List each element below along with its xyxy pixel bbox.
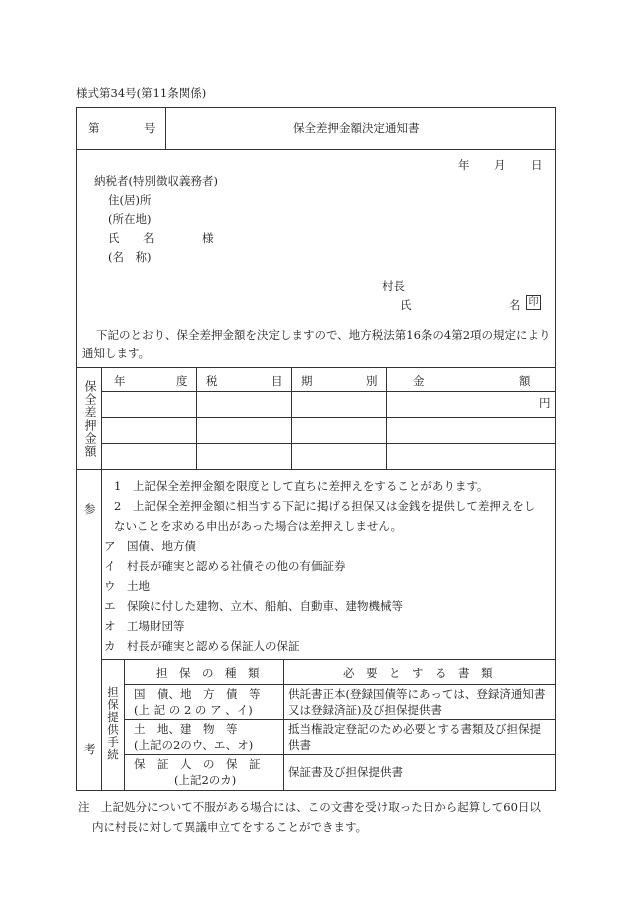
- issuer-title: 村長: [382, 279, 405, 293]
- date-day: 日: [531, 158, 543, 172]
- reference-item-2: 2 上記保全差押金額に相当する下記に掲げる担保又は金銭を提供して差押えをし: [114, 499, 536, 513]
- collateral-col-type: 担 保 の 種 類: [156, 666, 260, 680]
- date-year: 年: [458, 158, 470, 172]
- footnote-line-2: 内に村長に対して異議申立てをすることができます。: [92, 820, 368, 834]
- taxpayer-location: (所在地): [108, 212, 152, 226]
- notice-line-2: 通知します。: [82, 346, 151, 360]
- form-number: 様式第34号(第11条関係): [76, 86, 207, 100]
- seal-mark: 印: [526, 295, 541, 310]
- sub-item-o: オ 工場財団等: [104, 619, 185, 633]
- reference-item-2-cont: ないことを求める申出があった場合は差押えしません。: [114, 519, 403, 533]
- header-year-b: 度: [176, 374, 188, 388]
- issuer-name-a: 氏: [400, 298, 412, 312]
- sub-item-e: エ 保険に付した建物、立木、船舶、自動車、建物機械等: [104, 599, 403, 613]
- document-title: 保全差押金額決定通知書: [293, 121, 420, 135]
- row2-doc-2: 供書: [288, 738, 311, 752]
- row1-doc-1: 供託書正本(登録国債等にあっては、登録済通知書: [288, 687, 546, 701]
- row3-doc-1: 保証書及び担保提供書: [288, 765, 403, 779]
- header-year-a: 年: [114, 374, 126, 388]
- reference-item-1: 1 上記保全差押金額を限度として直ちに差押えをすることがあります。: [114, 479, 489, 493]
- header-amount-b: 額: [519, 374, 531, 388]
- row3-type-1: 保 証 人 の 保 証: [134, 757, 261, 771]
- sub-item-ka: カ 村長が確実と認める保証人の保証: [104, 639, 300, 653]
- taxpayer-name-b: 名: [143, 231, 155, 245]
- row2-type-1: 土 地、建 物 等: [134, 722, 238, 736]
- amount-side-label: 保全差押金額: [83, 380, 97, 458]
- footnote-line-1: 注 上記処分について不服がある場合には、この文書を受け取った日から起算して60日以: [78, 800, 541, 814]
- header-tax-b: 目: [271, 374, 283, 388]
- header-period-b: 別: [366, 374, 378, 388]
- row1-doc-2: 又は登録済証)及び担保提供書: [288, 703, 442, 717]
- number-label-a: 第: [88, 121, 100, 135]
- row2-doc-1: 抵当権設定登記のため必要とする書類及び担保提: [288, 722, 541, 736]
- collateral-side-label: 担保提供手続: [106, 686, 120, 761]
- taxpayer-title-label: (名 称): [108, 250, 152, 264]
- row1-type-1: 国 債、地 方 債 等: [134, 687, 261, 701]
- sub-item-a: ア 国債、地方債: [104, 539, 196, 553]
- reference-side-b: 考: [84, 742, 96, 756]
- date-month: 月: [494, 158, 506, 172]
- reference-side-a: 参: [84, 502, 96, 516]
- notice-line-1: 下記のとおり、保全差押金額を決定しますので、地方税法第16条の4第2項の規定により: [96, 328, 551, 342]
- row2-type-2: (上記の2のウ、エ、オ): [134, 738, 254, 752]
- taxpayer-address: 住(居)所: [108, 193, 152, 207]
- taxpayer-name-a: 氏: [108, 231, 120, 245]
- header-amount-a: 金: [413, 374, 425, 388]
- header-tax-a: 税: [206, 374, 218, 388]
- sub-item-u: ウ 土地: [104, 579, 150, 593]
- amount-unit: 円: [539, 396, 551, 410]
- header-period-a: 期: [301, 374, 313, 388]
- row1-type-2: (上 記 の 2 の ア 、イ): [134, 703, 253, 717]
- row3-type-2: (上記2のカ): [174, 773, 237, 787]
- number-label-b: 号: [144, 121, 156, 135]
- collateral-col-docs: 必 要 と す る 書 類: [343, 666, 493, 680]
- taxpayer-honorific: 様: [202, 231, 214, 245]
- issuer-name-b: 名: [509, 298, 521, 312]
- taxpayer-label: 納税者(特別徴収義務者): [94, 174, 218, 188]
- sub-item-i: イ 村長が確実と認める社債その他の有価証券: [104, 559, 346, 573]
